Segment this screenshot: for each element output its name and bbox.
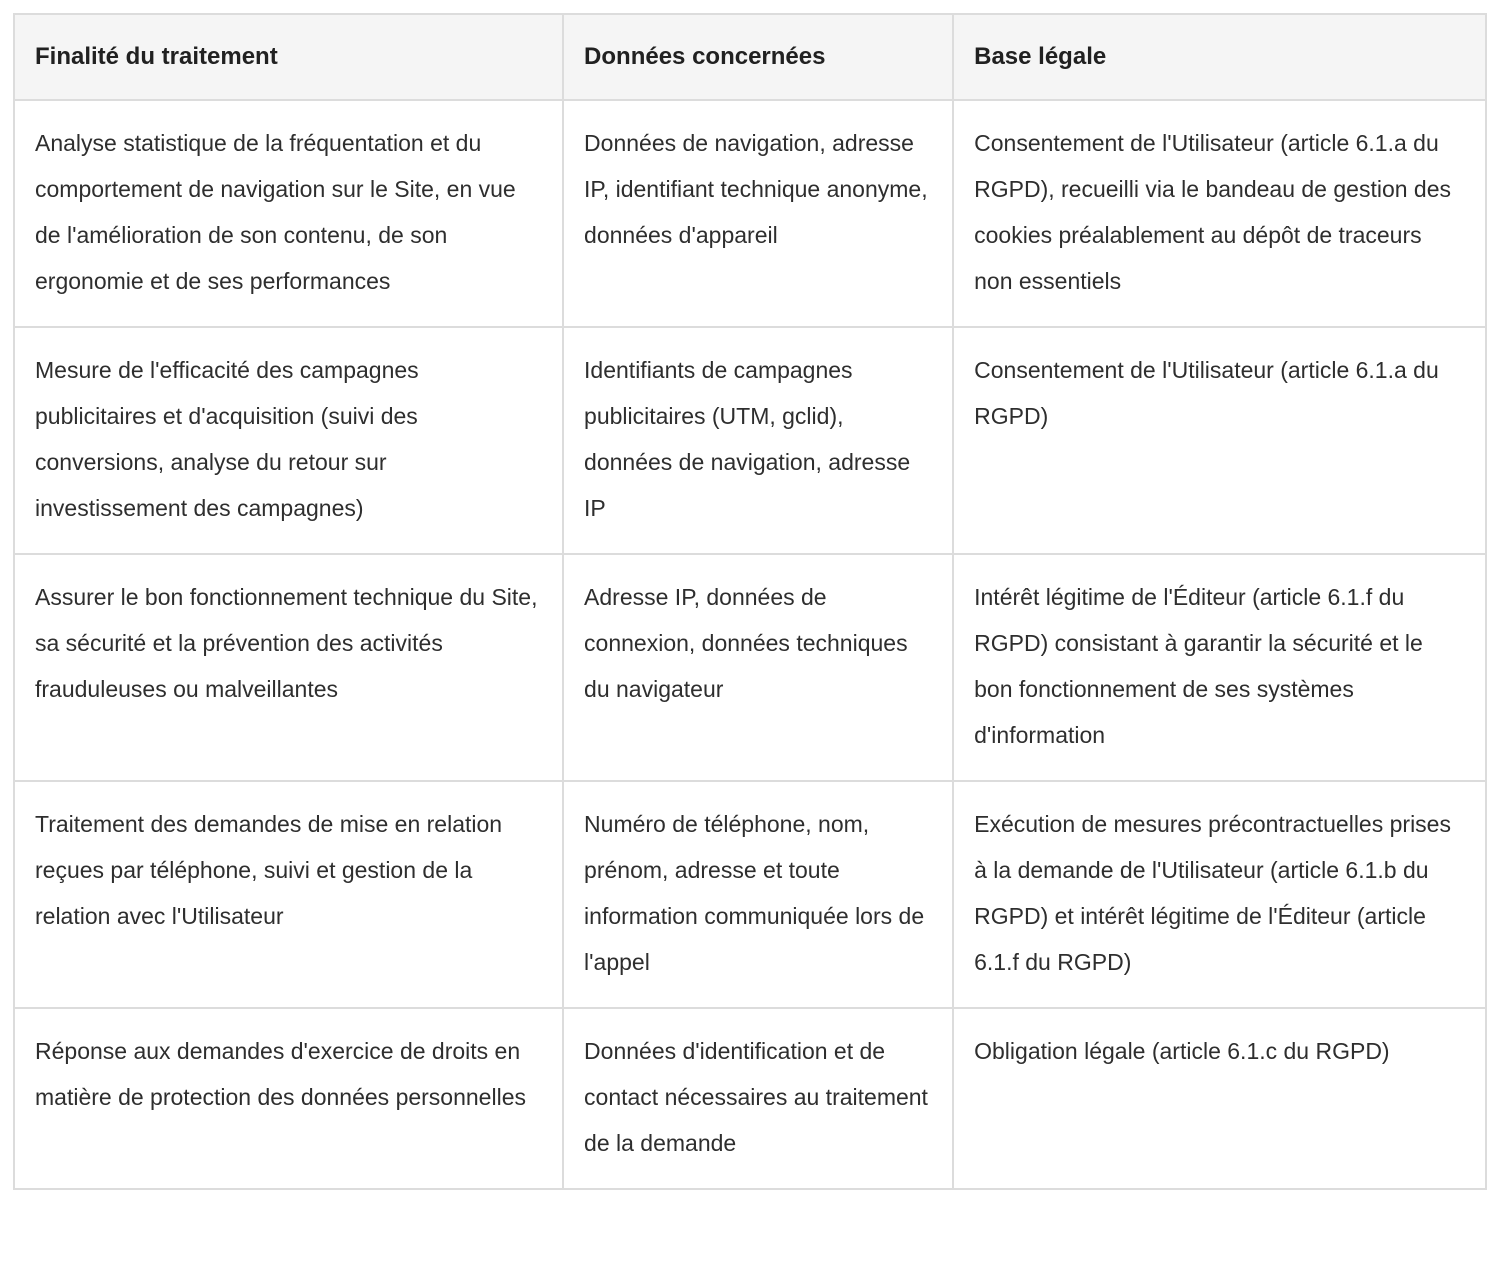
cell-finalite: Traitement des demandes de mise en relation reçues par téléphone, suivi et gestion de la relation avec l'Utilisateur bbox=[14, 781, 563, 1008]
cell-donnees: Adresse IP, données de connexion, données techniques du navigateur bbox=[563, 554, 953, 781]
cell-donnees: Données d'identification et de contact nécessaires au traitement de la demande bbox=[563, 1008, 953, 1189]
column-header-base-legale: Base légale bbox=[953, 14, 1486, 100]
table-row-demandes-mise-en-relation bbox=[14, 781, 1486, 1008]
column-header-finalite-du-traitement: Finalité du traitement bbox=[14, 14, 563, 100]
cell-base-legale: Consentement de l'Utilisateur (article 6.1.a du RGPD) bbox=[953, 327, 1486, 554]
cell-donnees: Numéro de téléphone, nom, prénom, adresse et toute information communiquée lors de l'appel bbox=[563, 781, 953, 1008]
table-row-exercice-de-droits bbox=[14, 1008, 1486, 1189]
cell-donnees: Données de navigation, adresse IP, identifiant technique anonyme, données d'appareil bbox=[563, 100, 953, 327]
cell-donnees: Identifiants de campagnes publicitaires (UTM, gclid), données de navigation, adresse IP bbox=[563, 327, 953, 554]
table-row-mesure-efficacite bbox=[14, 327, 1486, 554]
cell-finalite: Assurer le bon fonctionnement technique du Site, sa sécurité et la prévention des activités frauduleuses ou malveillantes bbox=[14, 554, 563, 781]
cell-base-legale: Obligation légale (article 6.1.c du RGPD) bbox=[953, 1008, 1486, 1189]
cell-base-legale: Exécution de mesures précontractuelles prises à la demande de l'Utilisateur (article 6.1.b du RGPD) et intérêt légitime de l'Éditeur (article 6.1.f du RGPD) bbox=[953, 781, 1486, 1008]
cell-finalite: Réponse aux demandes d'exercice de droits en matière de protection des données personnelles bbox=[14, 1008, 563, 1189]
cell-finalite: Mesure de l'efficacité des campagnes publicitaires et d'acquisition (suivi des conversions, analyse du retour sur investissement des campagnes) bbox=[14, 327, 563, 554]
header-row bbox=[14, 14, 1486, 100]
cell-base-legale: Intérêt légitime de l'Éditeur (article 6.1.f du RGPD) consistant à garantir la sécurité et le bon fonctionnement de ses systèmes d'information bbox=[953, 554, 1486, 781]
table-row-analyse-statistique bbox=[14, 100, 1486, 327]
table-row-fonctionnement-technique bbox=[14, 554, 1486, 781]
cell-base-legale: Consentement de l'Utilisateur (article 6.1.a du RGPD), recueilli via le bandeau de gestion des cookies préalablement au dépôt de traceurs non essentiels bbox=[953, 100, 1486, 327]
column-header-donnees-concernees: Données concernées bbox=[563, 14, 953, 100]
data-processing-table bbox=[13, 13, 1487, 1190]
cell-finalite: Analyse statistique de la fréquentation et du comportement de navigation sur le Site, en vue de l'amélioration de son contenu, de son ergonomie et de ses performances bbox=[14, 100, 563, 327]
